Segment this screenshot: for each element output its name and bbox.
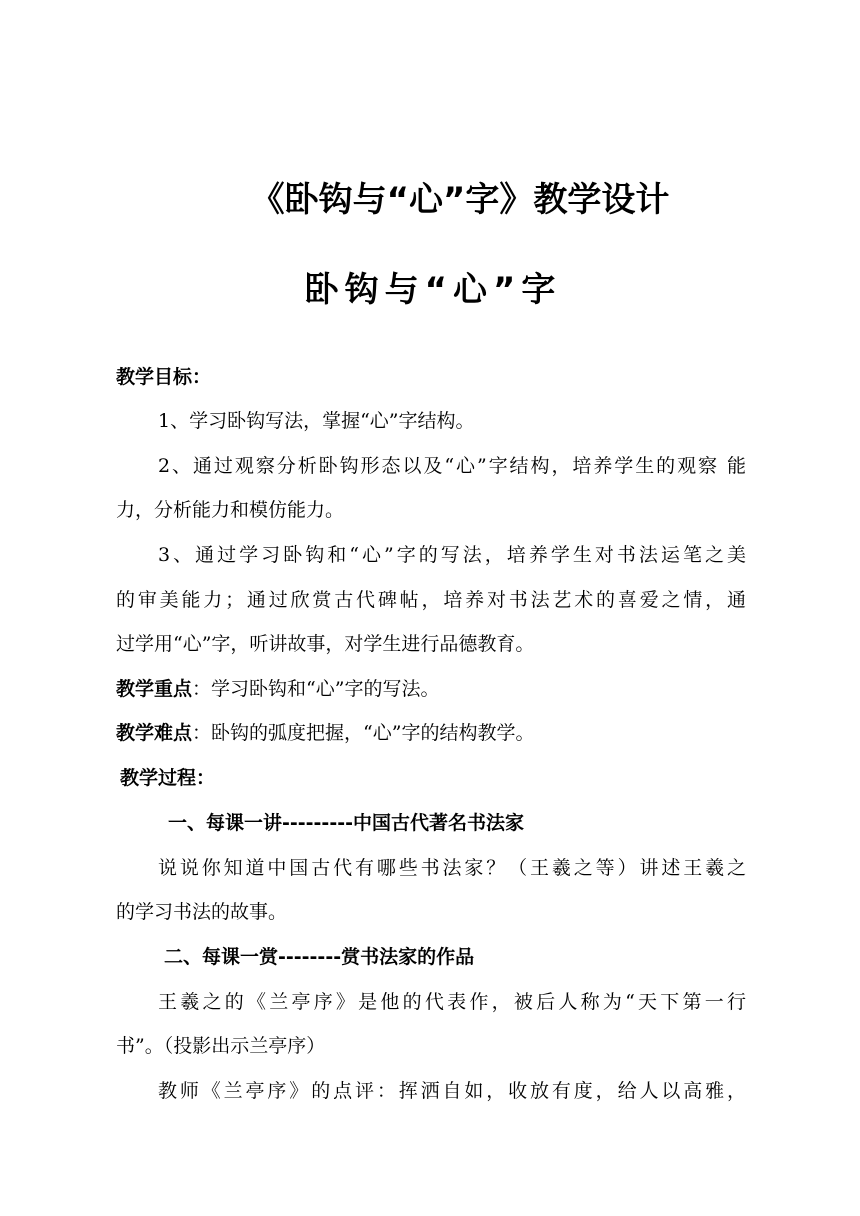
section-1-line-1: 说说你知道中国古代有哪些书法家？（王羲之等）讲述王羲之 xyxy=(158,857,746,879)
goal-2-line-2: 力，分析能力和模仿能力。 xyxy=(116,499,345,521)
goal-3-line-3: 过学用“心”字，听讲故事，对学生进行品德教育。 xyxy=(116,633,535,655)
key-point-label: 教学重点 xyxy=(116,678,193,700)
section-1-line-2: 的学习书法的故事。 xyxy=(116,901,288,923)
difficulty-text: ：卧钩的弧度把握，“心”字的结构教学。 xyxy=(192,722,535,744)
section-2-line-2: 书”。（投影出示兰亭序） xyxy=(116,1035,326,1057)
key-point-text: ：学习卧钩和“心”字的写法。 xyxy=(192,678,440,700)
goal-2-line-1: 2、通过观察分析卧钩形态以及“心”字结构，培养学生的观察 能 xyxy=(158,455,746,477)
goal-3-line-2: 的审美能力；通过欣赏古代碑帖，培养对书法艺术的喜爱之情，通 xyxy=(116,589,746,611)
key-point xyxy=(116,674,746,704)
section-1-heading: 一、每课一讲---------中国古代著名书法家 xyxy=(168,812,524,834)
difficulty-point xyxy=(116,718,746,748)
document-subtitle: 卧钩与“心”字 xyxy=(304,270,562,310)
section-2-line-3: 教师《兰亭序》的点评：挥洒自如，收放有度，给人以高雅， xyxy=(158,1080,746,1102)
difficulty-label: 教学难点 xyxy=(116,722,193,744)
section-2-heading: 二、每课一赏--------赏书法家的作品 xyxy=(164,946,475,968)
process-heading: 教学过程： xyxy=(120,767,216,789)
document-title: 《卧钩与“心”字》教学设计 xyxy=(250,180,670,220)
goals-heading: 教学目标： xyxy=(116,366,212,388)
goal-1: 1、学习卧钩写法，掌握“心”字结构。 xyxy=(158,410,475,432)
goal-3-line-1: 3、通过学习卧钩和“心”字的写法，培养学生对书法运笔之美 xyxy=(158,544,746,566)
section-2-line-1: 王羲之的《兰亭序》是他的代表作，被后人称为“天下第一行 xyxy=(158,991,746,1013)
